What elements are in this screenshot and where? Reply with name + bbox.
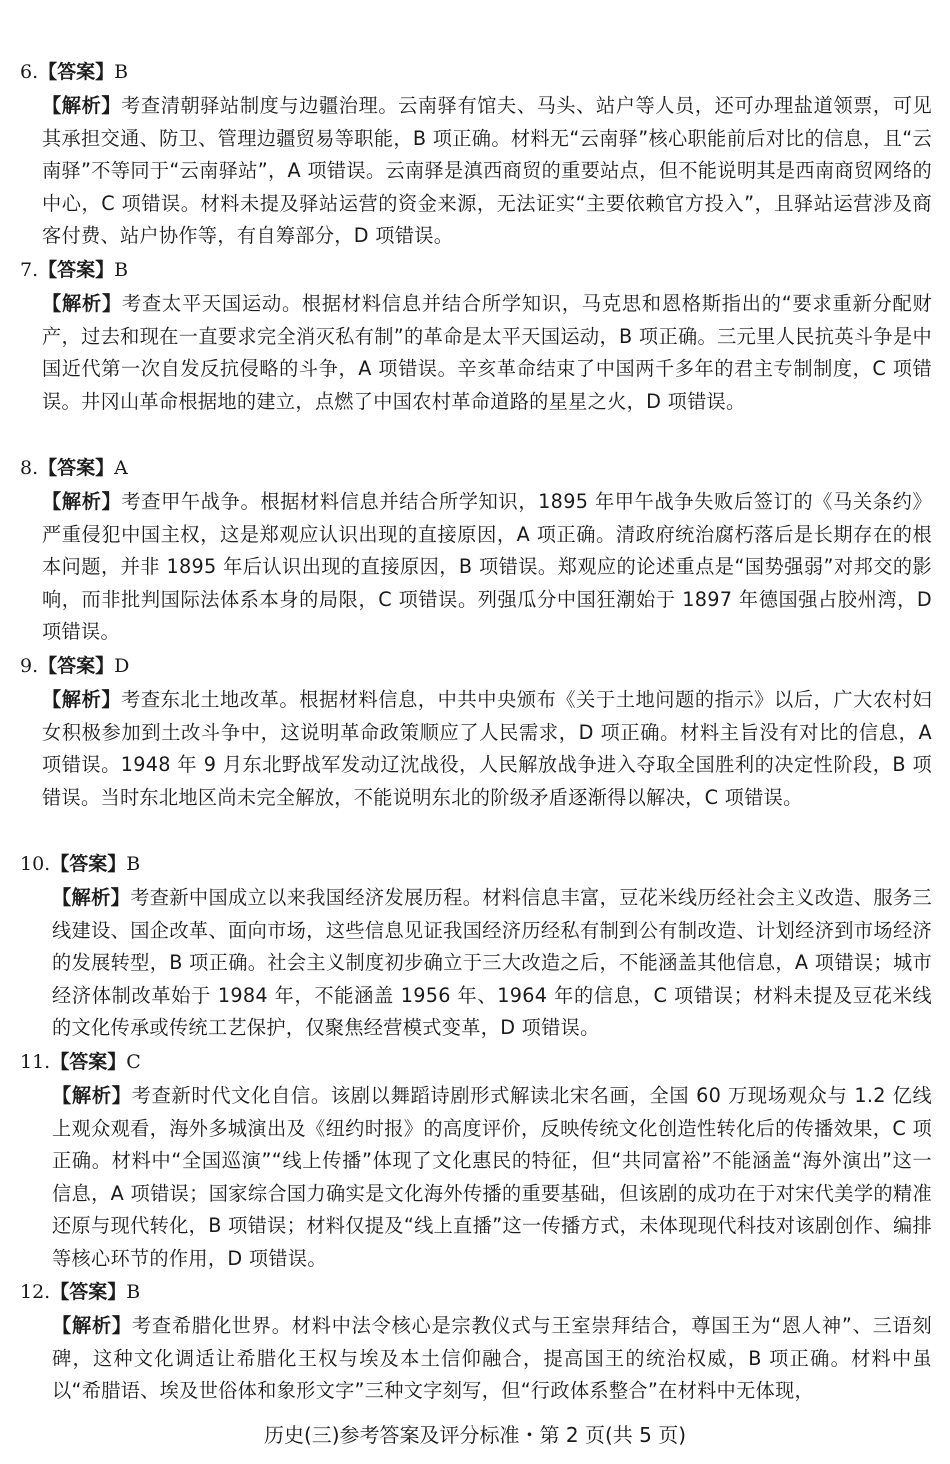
analysis-q6 [42, 90, 932, 253]
answer-letter: B [114, 61, 129, 83]
page-footer: 历史(三)参考答案及评分标准・第 2 页(共 5 页) [263, 1423, 687, 1447]
question-number: 6. [20, 61, 39, 83]
question-number: 11. [20, 1051, 51, 1073]
analysis-text: 考查东北土地改革。根据材料信息，中共中央颁布《关于土地问题的指示》以后，广大农村妇女积极参加到土改斗争中，这说明革命政策顺应了人民需求，D 项正确。材料主旨没有对比的信息，A 项错误。1948 年 9 月东北野战军发动辽沈战役，人民解放战争进入夺取全国胜利的决定性阶段，B 项错误。当时东北地区尚未完全解放，不能说明东北的阶级矛盾逐渐得以解决，C 项错误。 [42, 688, 932, 809]
analysis-tag: 【解析】 [52, 886, 131, 909]
analysis-text: 考查新时代文化自信。该剧以舞蹈诗剧形式解读北宋名画，全国 60 万现场观众与 1.2 亿线上观众观看，海外多城演出及《纽约时报》的高度评价，反映传统文化创造性转化后的传播效果，C 项正确。材料中“全国巡演”“线上传播”体现了文化惠民的特征，但“共同富裕”不能涵盖“海外演出”这一信息，A 项错误；国家综合国力确实是文化海外传播的重要基础，但该剧的成功在于对宋代美学的精准还原与现代转化，B 项错误；材料仅提及“线上直播”这一传播方式，未体现现代科技对该剧创作、编排等核心环节的作用，D 项错误。 [52, 1084, 932, 1270]
analysis-tag: 【解析】 [42, 688, 122, 711]
answer-tag: 【答案】 [50, 853, 127, 875]
analysis-text: 考查清朝驿站制度与边疆治理。云南驿有馆夫、马头、站户等人员，还可办理盐道领票，可见其承担交通、防卫、管理边疆贸易等职能，B 项正确。材料无“云南驿”核心职能前后对比的信息，且“云南驿”不等同于“云南驿站”，A 项错误。云南驿是滇西商贸的重要站点，但不能说明其是西南商贸网络的中心，C 项错误。材料未提及驿站运营的资金来源，无法证实“主要依赖官方投入”，且驿站运营涉及商客付费、站户协作等，有自筹部分，D 项错误。 [42, 94, 932, 248]
question-number: 7. [20, 259, 39, 281]
analysis-tag: 【解析】 [42, 490, 122, 513]
analysis-q7 [42, 288, 932, 418]
answer-tag: 【答案】 [38, 655, 115, 677]
answer-tag: 【答案】 [50, 1051, 127, 1073]
answer-line-q8 [20, 453, 128, 483]
analysis-q10 [52, 882, 932, 1045]
analysis-tag: 【解析】 [52, 1084, 132, 1107]
answer-letter: C [126, 1051, 141, 1073]
answer-tag: 【答案】 [38, 457, 115, 479]
analysis-text: 考查希腊化世界。材料中法令核心是宗教仪式与王室崇拜结合，尊国王为“恩人神”、三语刻碑，这种文化调适让希腊化王权与埃及本土信仰融合，提高国王的统治权威，B 项正确。材料中虽以“希腊语、埃及世俗体和象形文字”三种文字刻写，但“行政体系整合”在材料中无体现， [52, 1314, 933, 1403]
answer-letter: B [126, 853, 141, 875]
question-number: 8. [20, 457, 39, 479]
analysis-text: 考查太平天国运动。根据材料信息并结合所学知识，马克思和恩格斯指出的“要求重新分配财产，过去和现在一直要求完全消灭私有制”的革命是太平天国运动，B 项正确。三元里人民抗英斗争是中国近代第一次自发反抗侵略的斗争，A 项错误。辛亥革命结束了中国两千多年的君主专制制度，C 项错误。井冈山革命根据地的建立，点燃了中国农村革命道路的星星之火，D 项错误。 [42, 292, 932, 413]
analysis-q12 [52, 1310, 932, 1408]
answer-letter: B [126, 1281, 141, 1303]
question-number: 9. [20, 655, 39, 677]
analysis-tag: 【解析】 [42, 292, 122, 315]
question-number: 12. [20, 1281, 51, 1303]
answer-line-q12 [20, 1277, 140, 1307]
analysis-q8 [42, 486, 932, 649]
answer-letter: A [114, 457, 128, 479]
analysis-q11 [52, 1080, 932, 1276]
analysis-tag: 【解析】 [52, 1314, 132, 1337]
answer-line-q6 [20, 57, 128, 87]
answer-line-q9 [20, 651, 129, 681]
answer-tag: 【答案】 [38, 61, 115, 83]
answer-letter: D [114, 655, 130, 677]
question-number: 10. [20, 853, 51, 875]
answer-tag: 【答案】 [50, 1281, 127, 1303]
answer-line-q11 [20, 1047, 141, 1077]
answer-line-q7 [20, 255, 128, 285]
analysis-text: 考查甲午战争。根据材料信息并结合所学知识，1895 年甲午战争失败后签订的《马关条约》严重侵犯中国主权，这是郑观应认识出现的直接原因，A 项正确。清政府统治腐朽落后是长期存在的根本问题，并非 1895 年后认识出现的直接原因，B 项错误。郑观应的论述重点是“国势强弱”对邦交的影响，而非批判国际法体系本身的局限，C 项错误。列强瓜分中国狂潮始于 1897 年德国强占胶州湾，D 项错误。 [42, 490, 932, 644]
analysis-q9 [42, 684, 932, 814]
answer-tag: 【答案】 [38, 259, 115, 281]
analysis-tag: 【解析】 [42, 94, 122, 117]
answer-letter: B [114, 259, 129, 281]
analysis-text: 考查新中国成立以来我国经济发展历程。材料信息丰富，豆花米线历经社会主义改造、服务三线建设、国企改革、面向市场，这些信息见证我国经济历经私有制到公有制改造、计划经济到市场经济的发展转型，B 项正确。社会主义制度初步确立于三大改造之后，不能涵盖其他信息，A 项错误；城市经济体制改革始于 1984 年，不能涵盖 1956 年、1964 年的信息，C 项错误；材料未提及豆花米线的文化传承或传统工艺保护，仅聚焦经营模式变革，D 项错误。 [52, 886, 932, 1040]
answer-line-q10 [20, 849, 140, 879]
